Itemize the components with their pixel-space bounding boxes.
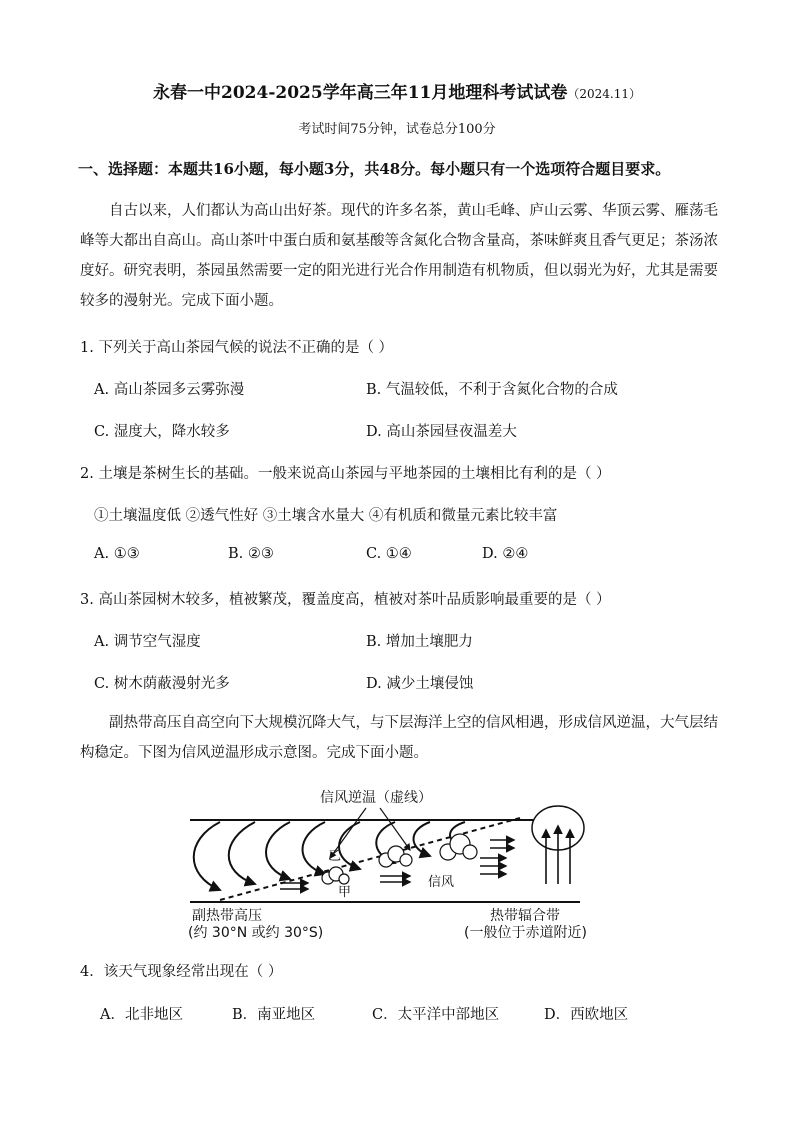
inversion-dashed-line <box>220 818 520 900</box>
question-2-items: ①土壤温度低 ②透气性好 ③土壤含水量大 ④有机质和微量元素比较丰富 <box>94 508 558 524</box>
label-subtropical-high: 副热带高压 <box>192 908 262 924</box>
question-2-option-d: D. ②④ <box>482 546 529 562</box>
inversion-label: 信风逆温（虚线） <box>320 790 432 806</box>
question-1-option-d: D. 高山茶园昼夜温差大 <box>366 424 517 440</box>
question-2-option-c: C. ①④ <box>366 546 412 562</box>
label-subtropical-high-lat: (约 30°N 或约 30°S) <box>188 925 324 940</box>
passage-tea: 自古以来，人们都认为高山出好茶。现代的许多名茶，黄山毛峰、庐山云雾、华顶云雾、雁荡毛峰等大都出自高山。高山茶叶中蛋白质和氨基酸等含氮化合物含量高，茶味鲜爽且香气更足；茶汤浓度好。研究表明，茶园虽然需要一定的阳光进行光合作用制造有机物质，但以弱光为好，尤其是需要较多的漫射光。完成下面小题。 <box>80 203 718 309</box>
question-4-option-d: D．西欧地区 <box>544 1007 629 1023</box>
section-heading: 一、选择题：本题共16小题，每小题3分，共48分。每小题只有一个选项符合题目要求。 <box>78 160 671 178</box>
question-3-option-a: A. 调节空气湿度 <box>94 634 201 650</box>
label-jia: 甲 <box>338 885 352 900</box>
question-1-option-c: C. 湿度大，降水较多 <box>94 424 230 440</box>
title-text: 永春一中2024-2025学年高三年11月地理科考试试卷 <box>153 83 568 103</box>
label-yi: 乙 <box>328 849 342 864</box>
question-2-option-a: A. ①③ <box>94 546 140 562</box>
question-3-option-d: D. 减少土壤侵蚀 <box>366 676 474 692</box>
question-1-option-b: B. 气温较低，不利于含氮化合物的合成 <box>366 382 618 398</box>
label-trade-wind: 信风 <box>428 875 455 890</box>
question-4-stem: 4．该天气现象经常出现在（ ） <box>80 964 283 980</box>
page-title <box>0 78 794 103</box>
trade-wind-inversion-diagram <box>180 780 620 940</box>
exam-info: 考试时间75分钟，试卷总分100分 <box>298 122 496 137</box>
convection-cloud-icon <box>532 806 584 884</box>
question-4-option-c: C．太平洋中部地区 <box>372 1007 500 1023</box>
passage-trade-wind: 副热带高压自高空向下大规模沉降大气，与下层海洋上空的信风相遇，形成信风逆温，大气层结构稳定。下图为信风逆温形成示意图。完成下面小题。 <box>80 715 718 761</box>
label-itcz-location: (一般位于赤道附近) <box>464 925 587 940</box>
question-3-option-b: B. 增加土壤肥力 <box>366 634 473 650</box>
question-4-option-a: A．北非地区 <box>100 1007 183 1023</box>
question-2-option-b: B. ②③ <box>228 546 274 562</box>
question-3-stem: 3. 高山茶园树木较多，植被繁茂，覆盖度高，植被对茶叶品质影响最重要的是（ ） <box>80 592 611 608</box>
question-2-stem: 2. 土壤是茶树生长的基础。一般来说高山茶园与平地茶园的土壤相比有利的是（ ） <box>80 466 611 482</box>
question-1-stem: 1. 下列关于高山茶园气候的说法不正确的是（ ） <box>80 340 394 356</box>
question-4-option-b: B．南亚地区 <box>232 1007 316 1023</box>
question-1-option-a: A. 高山茶园多云雾弥漫 <box>94 382 245 398</box>
label-itcz: 热带辐合带 <box>490 908 560 924</box>
question-3-option-c: C. 树木荫蔽漫射光多 <box>94 676 230 692</box>
title-date: （2024.11） <box>567 87 641 101</box>
